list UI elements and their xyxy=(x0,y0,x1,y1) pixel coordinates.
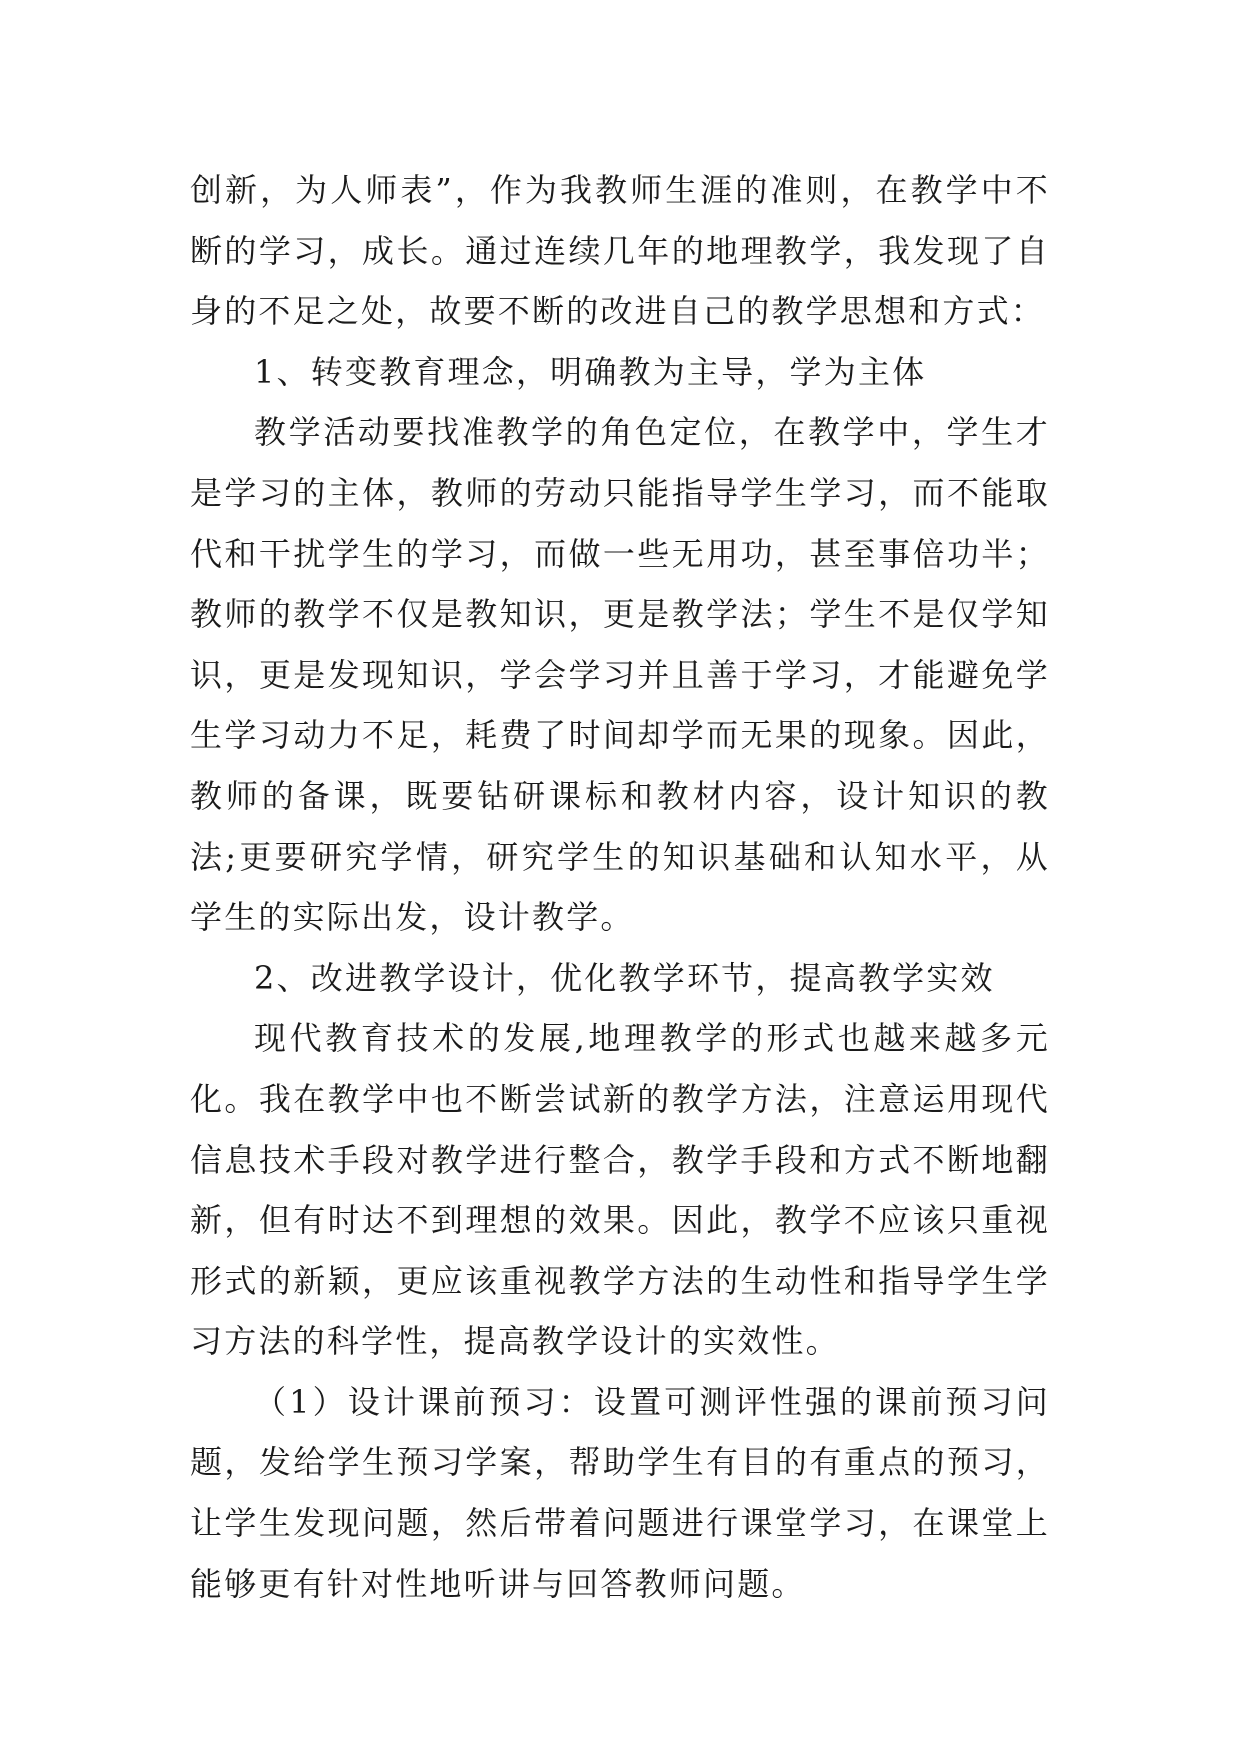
document-body xyxy=(190,160,1050,1614)
paragraph-teaching-role: 教学活动要找准教学的角色定位，在教学中，学生才是学习的主体，教师的劳动只能指导学生学习，而不能取代和干扰学生的学习，而做一些无用功，甚至事倍功半；教师的教学不仅是教知识，更是教学法；学生不是仅学知识，更是发现知识，学会学习并且善于学习，才能避免学生学习动力不足，耗费了时间却学而无果的现象。因此，教师的备课，既要钻研课标和教材内容，设计知识的教法;更要研究学情，研究学生的知识基础和认知水平，从学生的实际出发，设计教学。 xyxy=(190,413,1050,937)
section-heading-1: 1、转变教育理念，明确教为主导，学为主体 xyxy=(254,352,927,391)
paragraph-continuation: 创新，为人师表”，作为我教师生涯的准则，在教学中不断的学习，成长。通过连续几年的地理教学，我发现了自身的不足之处，故要不断的改进自己的教学思想和方式： xyxy=(190,171,1050,331)
section-heading-2: 2、改进教学设计，优化教学环节，提高教学实效 xyxy=(254,958,995,997)
paragraph-teaching-design: 现代教育技术的发展,地理教学的形式也越来越多元化。我在教学中也不断尝试新的教学方法，注意运用现代信息技术手段对教学进行整合，教学手段和方式不断地翻新，但有时达不到理想的效果。因此，教学不应该只重视形式的新颖，更应该重视教学方法的生动性和指导学生学习方法的科学性，提高教学设计的实效性。 xyxy=(190,1019,1050,1361)
paragraph-preview-design: （1）设计课前预习：设置可测评性强的课前预习问题，发给学生预习学案，帮助学生有目的有重点的预习，让学生发现问题，然后带着问题进行课堂学习，在课堂上能够更有针对性地听讲与回答教师问题。 xyxy=(190,1382,1050,1603)
